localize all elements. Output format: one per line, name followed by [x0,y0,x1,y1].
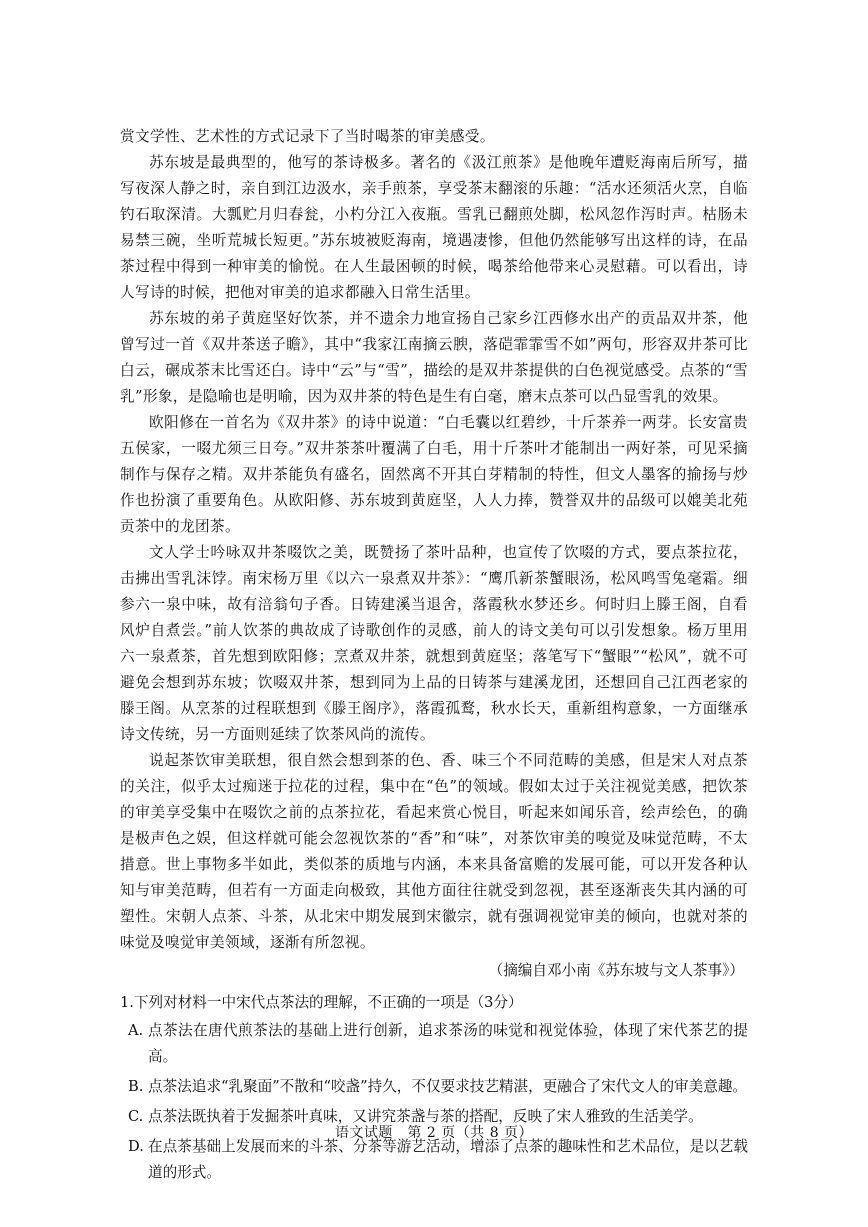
question-block [120,990,748,1186]
passage-source: （摘编自邓小南《苏东坡与文人茶事》） [488,962,744,979]
option-letter: D. [128,1138,144,1155]
option-letter: C. [128,1108,144,1125]
option-text: 点茶法在唐代煎茶法的基础上进行创新，追求茶汤的味觉和视觉体验，体现了宋代茶艺的提高。 [148,1022,748,1065]
option-b [128,1074,748,1100]
page-footer: 语文试题 第 2 页（共 8 页） [334,1125,534,1141]
passage-paragraph-aesthetics: 说起茶饮审美联想，很自然会想到茶的色、香、味三个不同范畴的美感，但是宋人对点茶的关注，似乎太过痴迷于拉花的过程，集中在“色”的领域。假如太过于关注视觉美感，把饮茶的审美享受集中在啜饮之前的点茶拉花，看起来赏心悦目，听起来如闻乐音，绘声绘色，的确是极声色之娱，但这样就可能会忽视饮茶的“香”和“味”，对茶饮审美的嗅觉及味觉范畴，不太措意。世上事物多半如此，类似茶的质地与内涵，本来具备富赡的发展可能，可以开发各种认知与审美范畴，但若有一方面走向极致，其他方面往往就受到忽视，甚至逐渐丧失其内涵的可塑性。宋朝人点茶、斗茶，从北宋中期发展到宋徽宗，就有强调视觉审美的倾向，也就对茶的味觉及嗅觉审美领域，逐渐有所忽视。 [120,752,748,951]
passage-paragraph-ouyang-xiu: 欧阳修在一首名为《双井茶》的诗中说道：“白毛囊以红碧纱，十斤茶养一两芽。长安富贵五侯家，一啜尤须三日夸。”双井茶茶叶覆满了白毛，用十斤茶叶才能制出一两好茶，可见采摘制作与保存之精。双井茶能负有盛名，固然离不开其白芽精制的特性，但文人墨客的揄扬与炒作也扮演了重要角色。从欧阳修、苏东坡到黄庭坚，人人力捧，赞誉双井的品级可以媲美北苑贡茶中的龙团茶。 [120,414,748,535]
option-text: 点茶法既执着于发掘茶叶真味，又讲究茶盏与茶的搭配，反映了宋人雅致的生活美学。 [148,1108,703,1125]
option-a [128,1018,748,1070]
passage-paragraph-continued: 赏文学性、艺术性的方式记录下了当时喝茶的审美感受。 [120,128,495,145]
question-stem: 1.下列对材料一中宋代点茶法的理解，不正确的一项是（3分） [120,994,523,1011]
option-letter: B. [128,1078,144,1095]
option-text: 在点茶基础上发展而来的斗茶、分茶等游艺活动，增添了点茶的趣味性和艺术品位，是以艺载道的形式。 [148,1138,748,1181]
passage-paragraph-huang-tingjian: 苏东坡的弟子黄庭坚好饮茶，并不遗余力地宣扬自己家乡江西修水出产的贡品双井茶，他曾写过一首《双井茶送子瞻》，其中“我家江南摘云腴，落硙霏霏雪不如”两句，形容双井茶可比白云，碾成茶末比雪还白。诗中“云”与“雪”，描绘的是双井茶提供的白色视觉感受。点茶的“雪乳”形象，是隐喻也是明喻，因为双井茶的特色是生有白毫，磨末点茶可以凸显雪乳的效果。 [120,310,748,405]
option-letter: A. [128,1022,144,1039]
passage-paragraph-su-dongpo: 苏东坡是最典型的，他写的茶诗极多。著名的《汲江煎茶》是他晚年遭贬海南后所写，描写夜深人静之时，亲自到江边汲水，亲手煎茶，享受茶末翻滚的乐趣：“活水还须活火烹，自临钓石取深清。大瓢贮月归春瓮，小杓分江入夜瓶。雪乳已翻煎处脚，松风忽作泻时声。枯肠未易禁三碗，坐听荒城长短更。”苏东坡被贬海南，境遇凄惨，但他仍然能够写出这样的诗，在品茶过程中得到一种审美的愉悦。在人生最困顿的时候，喝茶给他带来心灵慰藉。可以看出，诗人写诗的时候，把他对审美的追求都融入日常生活里。 [120,154,748,301]
passage-paragraph-yang-wanli: 文人学士吟咏双井茶啜饮之美，既赞扬了茶叶品种，也宣传了饮啜的方式，要点茶拉花，击拂出雪乳沫饽。南宋杨万里《以六一泉煮双井茶》：“鹰爪新茶蟹眼汤，松风鸣雪兔毫霜。细参六一泉中味，故有涪翁句子香。日铸建溪当退舍，落霞秋水梦还乡。何时归上滕王阁，自看风炉自煮尝。”前人饮茶的典故成了诗歌创作的灵感，前人的诗文美句可以引发想象。杨万里用六一泉煮茶，首先想到欧阳修；烹煮双井茶，就想到黄庭坚；落笔写下“蟹眼”“松风”，就不可避免会想到苏东坡；饮啜双井茶，想到同为上品的日铸茶与建溪龙团，还想回自己江西老家的滕王阁。从烹茶的过程联想到《滕王阁序》，落霞孤鹜，秋水长天，重新组构意象，一方面继承诗文传统，另一方面则延续了饮茶风尚的流传。 [120,544,748,743]
option-text: 点茶法追求“乳聚面”不散和“咬盏”持久，不仅要求技艺精湛，更融合了宋代文人的审美意趣。 [148,1078,748,1095]
